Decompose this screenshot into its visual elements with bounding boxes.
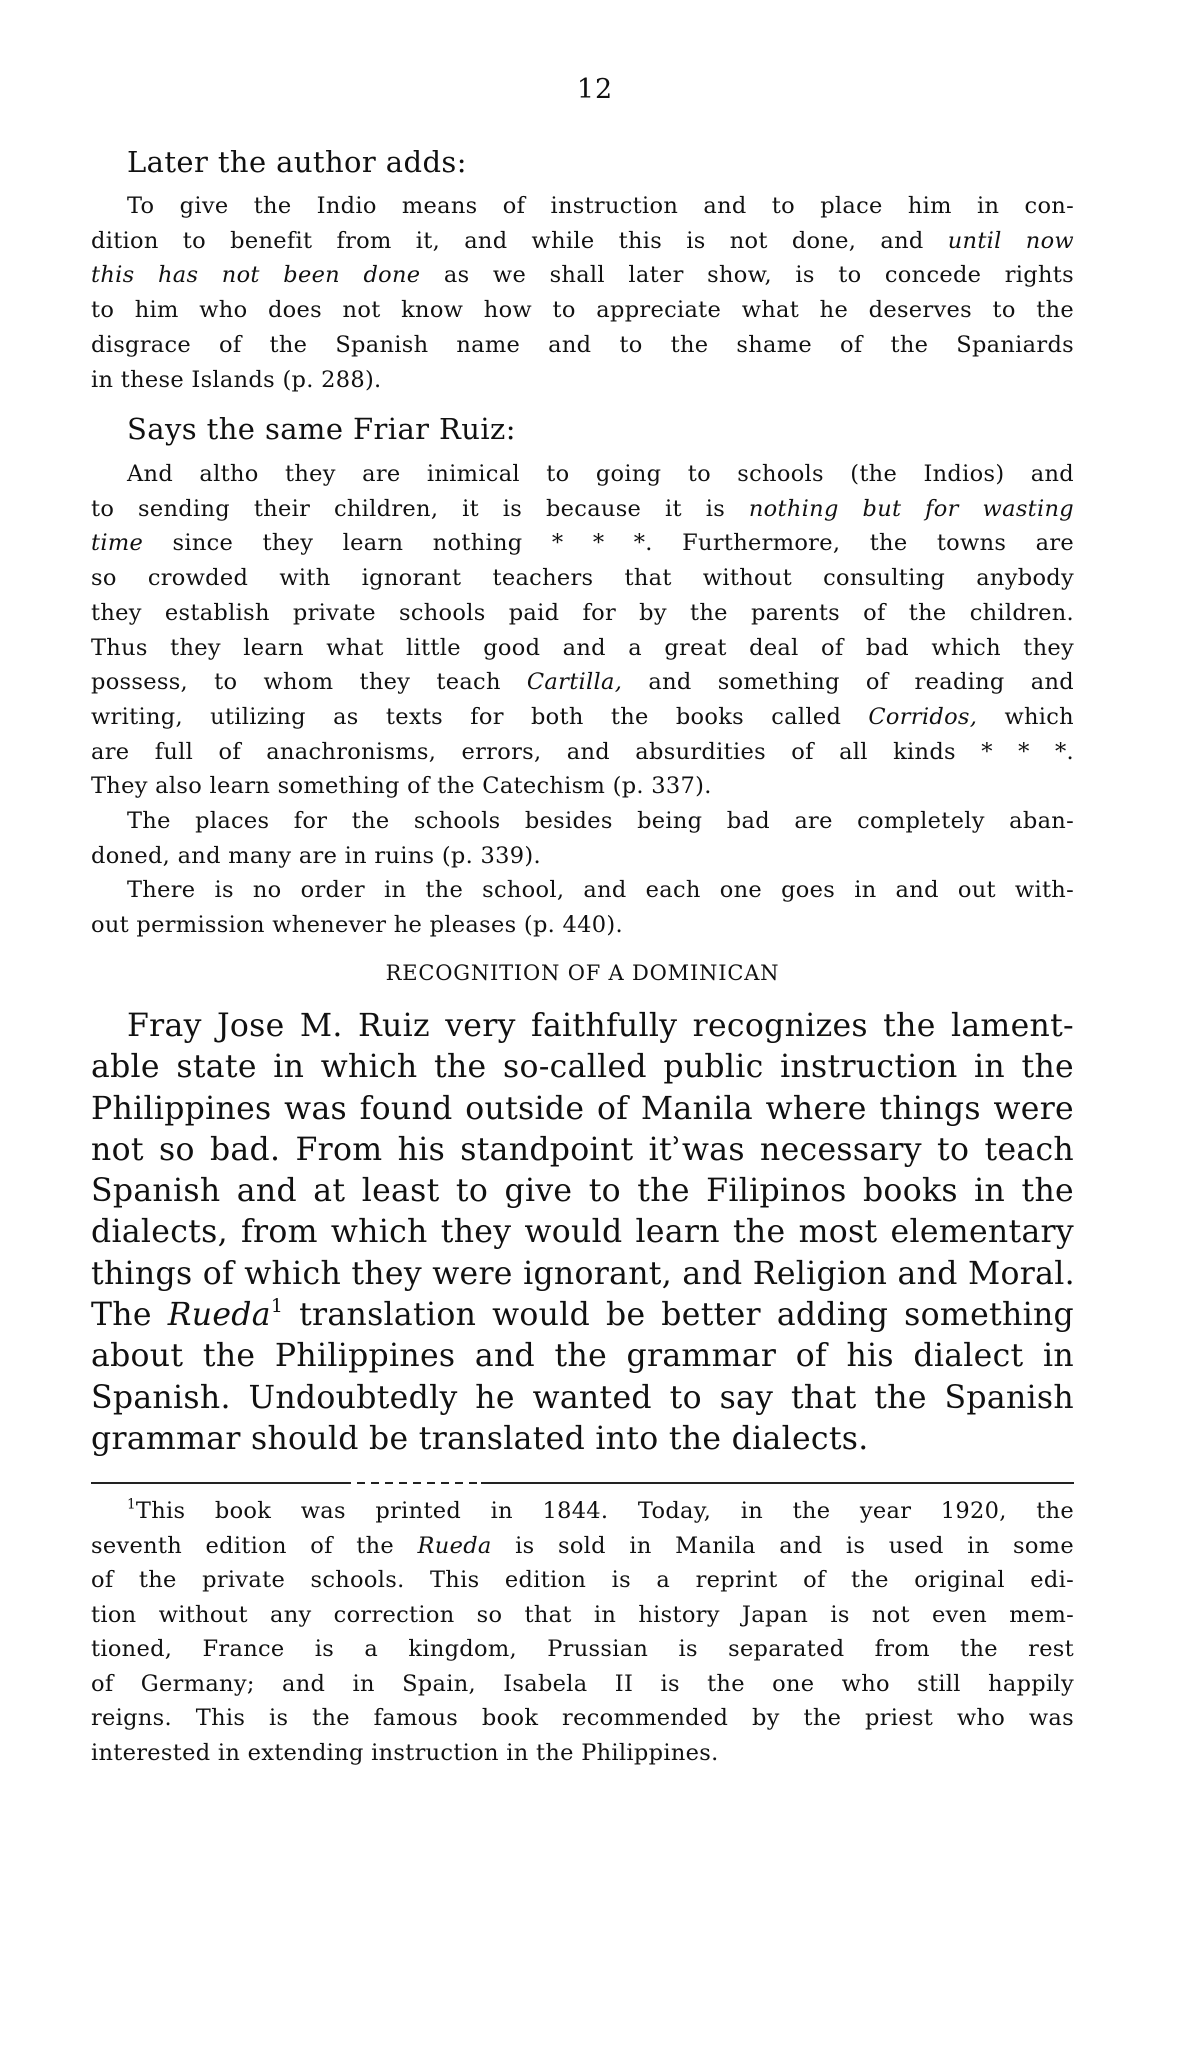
emphasized-text: Cartilla, <box>526 669 623 696</box>
footnote-divider <box>91 1482 1074 1484</box>
text-line: able state in which the so-called public instruction in the <box>91 1049 1074 1086</box>
text-line: writing, utilizing as texts for both the books called Corridos, which <box>91 703 1074 730</box>
lead-sentence: Later the author adds: <box>127 145 467 179</box>
footnote-marker: 1 <box>127 1496 136 1513</box>
text-line: they establish private schools paid for by the parents of the children. <box>91 599 1074 626</box>
section-heading-container <box>91 961 1074 985</box>
text-line: of Germany; and in Spain, Isabela II is the one who still happily <box>91 1670 1074 1697</box>
text-line: things of which they were ignorant, and Religion and Moral. <box>91 1255 1075 1292</box>
footnote <box>91 1494 1074 1770</box>
text-line: And altho they are inimical to going to schools (the Indios) and <box>127 461 1074 487</box>
text-line: They also learn something of the Catechism (p. 337). <box>91 773 712 800</box>
emphasized-text: Corridos, <box>868 703 978 730</box>
text-line: Spanish and at least to give to the Filipinos books in the <box>91 1173 1074 1210</box>
text-line: The places for the schools besides being bad are completely aban- <box>127 808 1074 835</box>
emphasized-text: nothing but for wasting <box>748 495 1074 522</box>
text-line: of the private schools. This edition is a reprint of the original edi- <box>91 1567 1074 1593</box>
text-line: reigns. This is the famous book recommended by the priest who was <box>91 1705 1074 1731</box>
text-line: Spanish. Undoubtedly he wanted to say that the Spanish <box>91 1379 1074 1416</box>
divider-gap <box>351 1482 481 1484</box>
text-line: dition to benefit from it, and while this is not done, and until now <box>91 227 1074 254</box>
text-line: possess, to whom they teach Cartilla, and something of reading and <box>91 669 1074 696</box>
emphasized-text: Rueda <box>417 1532 492 1559</box>
text-line: about the Philippines and the grammar of his dialect in <box>91 1338 1074 1375</box>
text-line: to him who does not know how to appreciate what he deserves to the <box>91 297 1074 324</box>
emphasized-text: Rueda <box>167 1297 271 1334</box>
lead-sentence: Says the same Friar Ruiz: <box>127 412 516 446</box>
text-line: Philippines was found outside of Manila where things were <box>91 1090 1074 1127</box>
text-line: $^1$This book was printed in 1844. Today, in the year 1920, the <box>127 1496 1074 1524</box>
text-line: There is no order in the school, and each one goes in and out with- <box>127 877 1074 904</box>
text-line: out permission whenever he pleases (p. 440). <box>91 912 623 939</box>
section-heading: RECOGNITION OF A DOMINICAN <box>385 961 780 985</box>
text-line: this has not been done as we shall later show, is to concede rights <box>91 262 1074 289</box>
text-line: Thus they learn what little good and a great deal of bad which they <box>91 634 1074 661</box>
text-line: seventh edition of the Rueda is sold in Manila and is used in some <box>91 1532 1074 1559</box>
text-line: time since they learn nothing * * *. Furthermore, the towns are <box>91 530 1074 557</box>
text-line: to sending their children, it is because it is nothing but for wasting <box>91 495 1074 522</box>
text-line: disgrace of the Spanish name and to the shame of the Spaniards <box>91 331 1074 358</box>
text-line: so crowded with ignorant teachers that without consulting anybody <box>91 565 1074 592</box>
block-quote-2 <box>91 457 1074 943</box>
text-line: doned, and many are in ruins (p. 339). <box>91 842 541 869</box>
section-friar-ruiz <box>91 411 1074 447</box>
text-line: Fray Jose M. Ruiz very faithfully recognizes the lament- <box>127 1008 1074 1044</box>
text-line: grammar should be translated into the dialects. <box>91 1420 869 1457</box>
text-line: tioned, France is a kingdom, Prussian is separated from the rest <box>91 1636 1074 1662</box>
text-line: tion without any correction so that in history Japan is not even mem- <box>91 1601 1074 1628</box>
text-line: in these Islands (p. 288). <box>91 366 382 393</box>
body-paragraph <box>91 1006 1074 1460</box>
text-line: interested in extending instruction in the Philippines. <box>91 1739 719 1766</box>
page-number: 12 <box>576 74 614 105</box>
text-line: The Rueda$^1$ translation would be better adding something <box>91 1294 1074 1334</box>
text-line: dialects, from which they would learn the most elementary <box>91 1214 1074 1251</box>
text-line: not so bad. From his standpoint itʾwas necessary to teach <box>91 1131 1074 1168</box>
emphasized-text: this has not been done <box>91 262 421 289</box>
footnote-reference[interactable]: 1 <box>270 1294 284 1317</box>
block-quote-1 <box>91 189 1074 397</box>
text-line: are full of anachronisms, errors, and absurdities of all kinds * * *. <box>91 738 1074 765</box>
section-later-author <box>91 144 1074 180</box>
text-line: To give the Indio means of instruction and to place him in con- <box>127 193 1074 219</box>
emphasized-text: until now <box>947 227 1074 254</box>
emphasized-text: time <box>91 530 144 557</box>
